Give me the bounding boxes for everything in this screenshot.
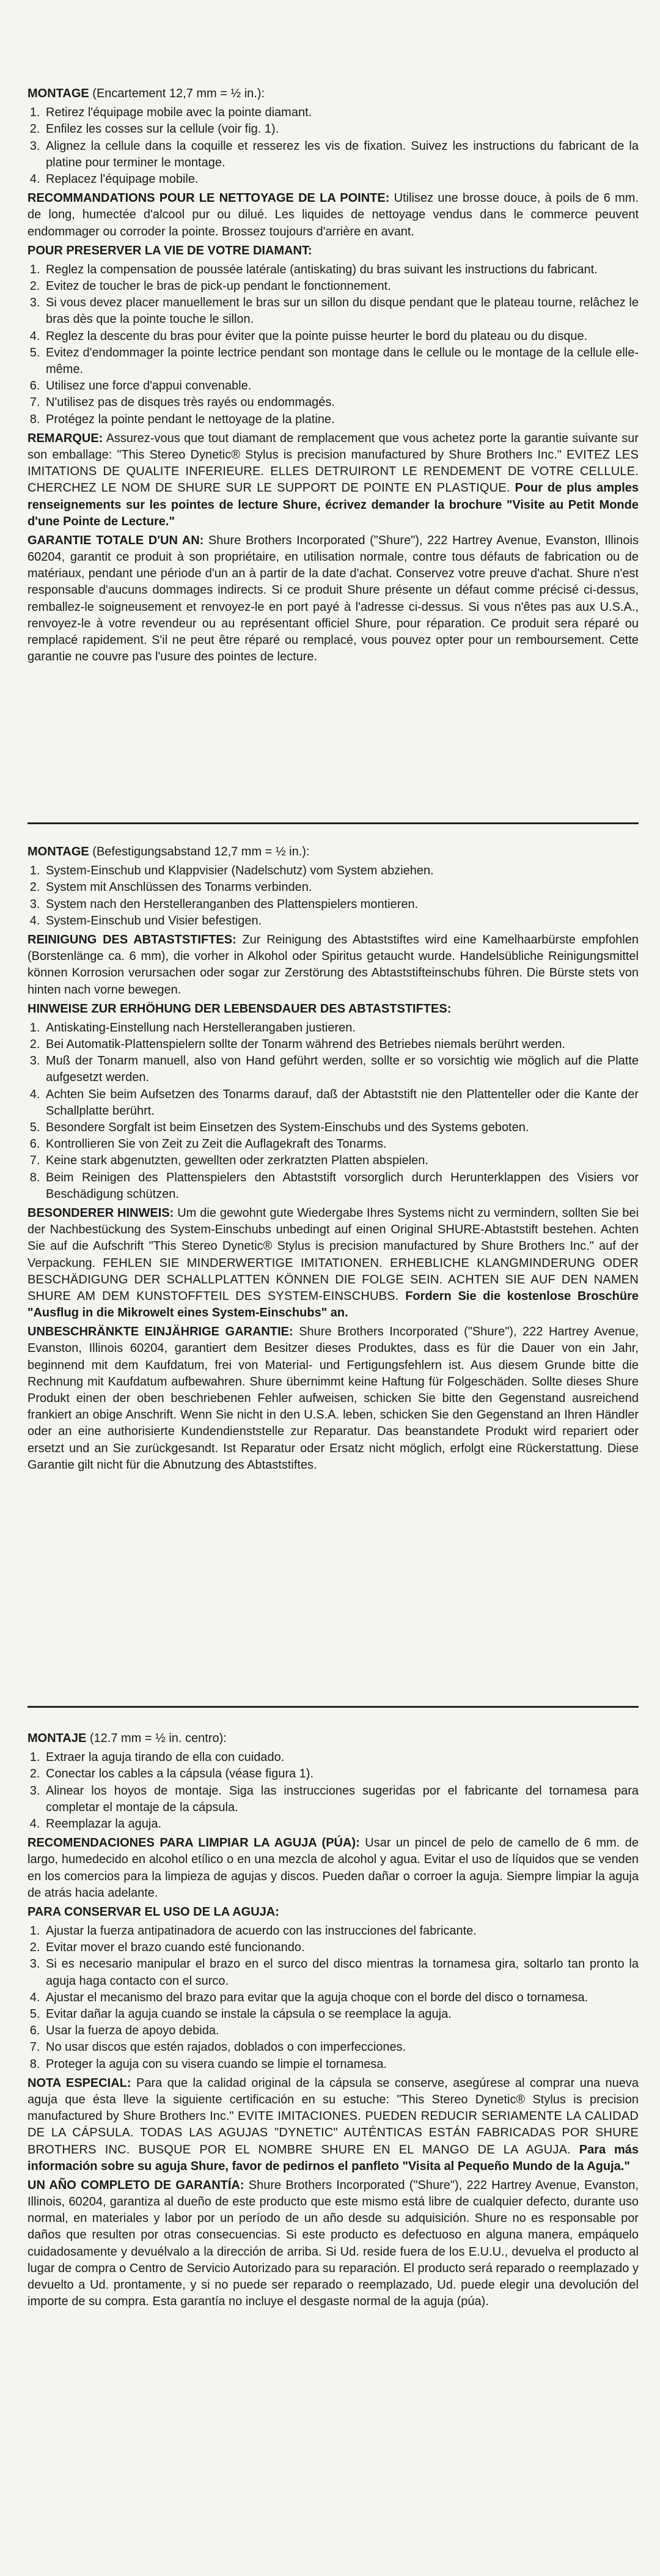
list-item: 3. System nach den Herstelleranganben des Plattenspielers montieren. (43, 896, 639, 913)
list-item: 3. Muß der Tonarm manuell, also von Hand geführt werden, sollte er so vorsichtig wie möglich auf die Platte aufgesetzt werden. (43, 1053, 639, 1086)
list-item: 3. Si es necesario manipular el brazo en el surco del disco mientras la tornamesa gira, soltarlo tan pronto la aguja haga contacto con el surco. (43, 1956, 639, 1989)
de-montage-steps (28, 863, 639, 929)
section-divider (28, 822, 639, 824)
list-item: 2. System mit Anschlüssen des Tonarms verbinden. (43, 879, 639, 896)
list-item: 5. Besondere Sorgfalt ist beim Einsetzen des System-Einschubs und des Systems geboten. (43, 1120, 639, 1136)
list-item: 6. Kontrollieren Sie von Zeit zu Zeit die Auflagekraft des Tonarms. (43, 1136, 639, 1153)
list-item: 7. No usar discos que estén rajados, doblados o con imperfecciones. (43, 2039, 639, 2056)
de-hinweise-heading: HINWEISE ZUR ERHÖHUNG DER LEBENSDAUER DES ABTASTSTIFTES: (28, 1002, 452, 1016)
es-conservar-heading: PARA CONSERVAR EL USO DE LA AGUJA: (28, 1905, 279, 1919)
list-item: 2. Evitar mover el brazo cuando esté funcionando. (43, 1939, 639, 1956)
section-french (28, 86, 639, 668)
es-garantia-paragraph: UN AÑO COMPLETO DE GARANTÍA: Shure Brothers Incorporated ("Shure"), 222 Hartrey Avenue, Evanston, Illinois, 60204, garantiza al dueño de este producto que este mismo está libre de cualquier defecto, durante uso normal, en materiales y labor por un período de un año desde su adquisición. Shure no es responsable por daños que resulten por otras consecuencias. Si este producto es defectuoso en alguna manera, empáquelo cuidadosamente y devuélvalo a la dirección de arriba. Si Ud. reside fuera de los E.U.U., devuelva el producto al lugar de compra o Centro de Servicio Autorizado para su reparación. El producto será reparado o reemplazado y devuelto a Ud. prontamente, y si no puede ser reparado o reemplazado, Ud. puede elegir una devolución del importe de su compra. Esta garantía no incluye el desgaste normal de la aguja (púa). (28, 2178, 639, 2309)
section-german (28, 844, 639, 1476)
list-item: 4. Reglez la descente du bras pour éviter que la pointe puisse heurter le bord du plateau ou du disque. (43, 328, 639, 345)
list-item: 1. Antiskating-Einstellung nach Herstellerangaben justieren. (43, 1020, 639, 1036)
list-item: 6. Utilisez une force d'appui convenable. (43, 378, 639, 394)
es-montaje-heading: MONTAJE (12.7 mm = ½ in. centro): (28, 1732, 227, 1745)
list-item: 2. Evitez de toucher le bras de pick-up pendant le fonctionnement. (43, 278, 639, 295)
list-item: 4. System-Einschub und Visier befestigen. (43, 913, 639, 929)
list-item: 1. Ajustar la fuerza antipatinadora de acuerdo con las instrucciones del fabricante. (43, 1923, 639, 1939)
de-hinweis-paragraph: BESONDERER HINWEIS: Um die gewohnt gute Wiedergabe Ihres Systems nicht zu vermindern, sollten Sie bei der Nachbestückung des System-Einschubs unbedingt auf einen Original SHURE-Abtaststift bestehen. Achten Sie auf die Aufschrift "This Stereo Dynetic® Stylus is precision manufactured by Shure Brothers Inc." auf der Verpackung. FEHLEN SIE MINDERWERTIGE IMITATIONEN. ERHEBLICHE KLANGMINDERUNG ODER BESCHÄDIGUNG DER SCHALLPLATTEN KÖNNEN DIE FOLGE SEIN. ACHTEN SIE AUF DEN NAMEN SHURE AM DEM KUNSTOFFTEIL DES SYSTEM-EINSCHUBS. Fordern Sie die kostenlose Broschüre "Ausflug in die Mikrowelt eines System-Einschubs" an. (28, 1206, 639, 1320)
de-garantie-paragraph: UNBESCHRÄNKTE EINJÄHRIGE GARANTIE: Shure Brothers Incorporated ("Shure"), 222 Hartrey Avenue, Evanston, Illinois 60204, garantiert dem Besitzer dieses Produktes, dass es für die Dauer von ein Jahr, beginnend mit dem Kaufdatum, frei von Material- und Fertigungsfehlern ist. Aus diesem Grunde bitte die Rechnung mit Kaufdatum aufbewahren. Shure übernimmt keine Haftung für Folgeschäden. Sollte dieses Shure Produkt einen der oben beschriebenen Fehler aufweisen, schicken Sie bitte den Gegenstand ausreichend frankiert an obige Anschrift. Wenn Sie nicht in den U.S.A. leben, schicken Sie den Gegenstand an Ihren Händler oder an eine authorisierte Kundendienststelle zur Reparatur. Das beanstandete Produkt wird repariert oder ersetzt und an Sie zurückgesandt. Ist Reparatur oder Ersatz nicht möglich, erfolgt eine Rückerstattung. Diese Garantie gilt nicht für die Abnutzung des Abtaststiftes. (28, 1325, 639, 1472)
de-reinigung-paragraph: REINIGUNG DES ABTASTSTIFTES: Zur Reinigung des Abtaststiftes wird eine Kamelhaarbürste empfohlen (Borstenlänge ca. 6 mm), die vorher in Alkohol oder Spiritus getaucht wurde. Handelsübliche Reinigungsmittel können Korrosion verursachen oder sogar zur Zerstörung des Abtaststifteinschubs führen. Die Bürste stets von hinten nach vorne bewegen. (28, 932, 639, 997)
section-divider (28, 1706, 639, 1708)
es-limpiar-paragraph: RECOMENDACIONES PARA LIMPIAR LA AGUJA (PÚA): Usar un pincel de pelo de camello de 6 mm. de largo, humedecido en alcohol etílico o en una mezcla de alcohol y agua. Evitar el uso de líquidos que se venden en los comercios para la limpieza de agujas y discos. Pueden dañar o corroer la aguja. Siempre limpiar la aguja de atrás hacia adelante. (28, 1836, 639, 1900)
es-montaje-steps (28, 1749, 639, 1832)
list-item: 2. Conectar los cables a la cápsula (véase figura 1). (43, 1766, 639, 1782)
list-item: 8. Proteger la aguja con su visera cuando se limpie el tornamesa. (43, 2056, 639, 2073)
list-item: 1. System-Einschub und Klappvisier (Nadelschutz) vom System abziehen. (43, 863, 639, 879)
list-item: 1. Retirez l'équipage mobile avec la pointe diamant. (43, 105, 639, 121)
de-hinweise-steps (28, 1020, 639, 1203)
list-item: 5. Evitar dañar la aguja cuando se instale la cápsula o se reemplace la aguja. (43, 2006, 639, 2023)
fr-montage-heading: MONTAGE (Encartement 12,7 mm = ½ in.): (28, 87, 265, 100)
fr-preserver-heading: POUR PRESERVER LA VIE DE VOTRE DIAMANT: (28, 243, 312, 257)
list-item: 4. Ajustar el mecanismo del brazo para evitar que la aguja choque con el borde del disco o tornamesa. (43, 1990, 639, 2006)
section-spanish (28, 1730, 639, 2312)
list-item: 1. Reglez la compensation de poussée latérale (antiskating) du bras suivant les instructions du fabricant. (43, 262, 639, 278)
list-item: 6. Usar la fuerza de apoyo debida. (43, 2023, 639, 2039)
list-item: 7. N'utilisez pas de disques très rayés ou endommagés. (43, 394, 639, 411)
list-item: 5. Evitez d'endommager la pointe lectrice pendant son montage dans le cellule ou le montage de la cellule elle-même. (43, 345, 639, 378)
list-item: 2. Bei Automatik-Plattenspielern sollte der Tonarm während des Betriebes niemals berührt werden. (43, 1036, 639, 1053)
list-item: 4. Achten Sie beim Aufsetzen des Tonarms darauf, daß der Abtaststift nie den Plattenteller oder die Kante der Schallplatte berührt. (43, 1087, 639, 1120)
list-item: 2. Enfilez les cosses sur la cellule (voir fig. 1). (43, 121, 639, 138)
fr-nettoyage-paragraph: RECOMMANDATIONS POUR LE NETTOYAGE DE LA POINTE: Utilisez une brosse douce, à poils de 6 mm. de long, humectée d'alcool pur ou dilué. Les liquides de nettoyage vendus dans le commerce peuvent endommager ou corroder la pointe. Brossez toujours d'arrière en avant. (28, 191, 639, 238)
list-item: 1. Extraer la aguja tirando de ella con cuidado. (43, 1749, 639, 1766)
list-item: 8. Protégez la pointe pendant le nettoyage de la platine. (43, 411, 639, 428)
list-item: 8. Beim Reinigen des Plattenspielers den Abtaststift vorsorglich durch Herunterklappen des Visiers vor Beschädigung schützen. (43, 1170, 639, 1203)
de-montage-heading: MONTAGE (Befestigungsabstand 12,7 mm = ½ in.): (28, 845, 310, 858)
es-nota-paragraph: NOTA ESPECIAL: Para que la calidad original de la cápsula se conserve, asegúrese al comprar una nueva aguja que ésta lleve la siguiente certificación en su estuche: "This Stereo Dynetic® Stylus is precision manufactured by Shure Brothers Inc." EVITE IMITACIONES. PUEDEN REDUCIR SERIAMENTE LA CALIDAD DE LA CÁPSULA. TODAS LAS AGUJAS "DYNETIC" AUTÉNTICAS ESTÁN FABRICADAS POR SHURE BROTHERS INC. BUSQUE POR EL NOMBRE SHURE EN EL MANGO DE LA AGUJA. Para más información sobre su aguja Shure, favor de pedirnos el panfleto "Visita al Pequeño Mundo de la Aguja." (28, 2076, 639, 2173)
list-item: 4. Reemplazar la aguja. (43, 1816, 639, 1832)
list-item: 7. Keine stark abgenutzten, gewellten oder zerkratzten Platten abspielen. (43, 1153, 639, 1169)
list-item: 4. Replacez l'équipage mobile. (43, 171, 639, 188)
fr-garantie-paragraph: GARANTIE TOTALE D'UN AN: Shure Brothers Incorporated ("Shure"), 222 Hartrey Avenue, Evanston, Illinois 60204, garantit ce produit à son propriétaire, en utilisation normale, contre tous défauts de fabrication ou de matériaux, pendant une période d'un an à partir de la date d'achat. Conservez votre preuve d'achat. Shure n'est responsable d'aucuns dommages indirects. Si ce produit Shure présente un défaut comme précisé ci-dessus, remballez-le soigneusement et renvoyez-le en port payé à l'adresse ci-dessus. Si vous n'êtes pas aux U.S.A., renvoyez-le à votre revendeur ou au représentant officiel Shure, pour réparation. Ce produit sera réparé ou remplacé rapidement. S'il ne peut être réparé ou remplacé, vous pouvez opter pour un remboursement. Cette garantie ne couvre pas l'usure des pointes de lecture. (28, 533, 639, 664)
fr-montage-steps (28, 105, 639, 188)
list-item: 3. Si vous devez placer manuellement le bras sur un sillon du disque pendant que le plateau tourne, relâchez le bras dès que la pointe touche le sillon. (43, 295, 639, 328)
es-conservar-steps (28, 1923, 639, 2073)
fr-remarque-paragraph: REMARQUE: Assurez-vous que tout diamant de remplacement que vous achetez porte la garantie suivante sur son emballage: "This Stereo Dynetic® Stylus is precision manufactured by Shure Brothers Inc." EVITEZ LES IMITATIONS DE QUALITE INFERIEURE. ELLES DETRUIRONT LE RENDEMENT DE VOTRE CELLULE. CHERCHEZ LE NOM DE SHURE SUR LE SUPPORT DE POINTE EN PLASTIQUE. Pour de plus amples renseignements sur les pointes de lecture Shure, écrivez demander la brochure "Visite au Petit Monde d'une Pointe de Lecture." (28, 431, 639, 528)
fr-preserver-steps (28, 262, 639, 428)
list-item: 3. Alinear los hoyos de montaje. Siga las instrucciones sugeridas por el fabricante del tornamesa para completar el montaje de la cápsula. (43, 1783, 639, 1816)
list-item: 3. Alignez la cellule dans la coquille et resserez les vis de fixation. Suivez les instructions du fabricant de la platine pour terminer le montage. (43, 138, 639, 171)
